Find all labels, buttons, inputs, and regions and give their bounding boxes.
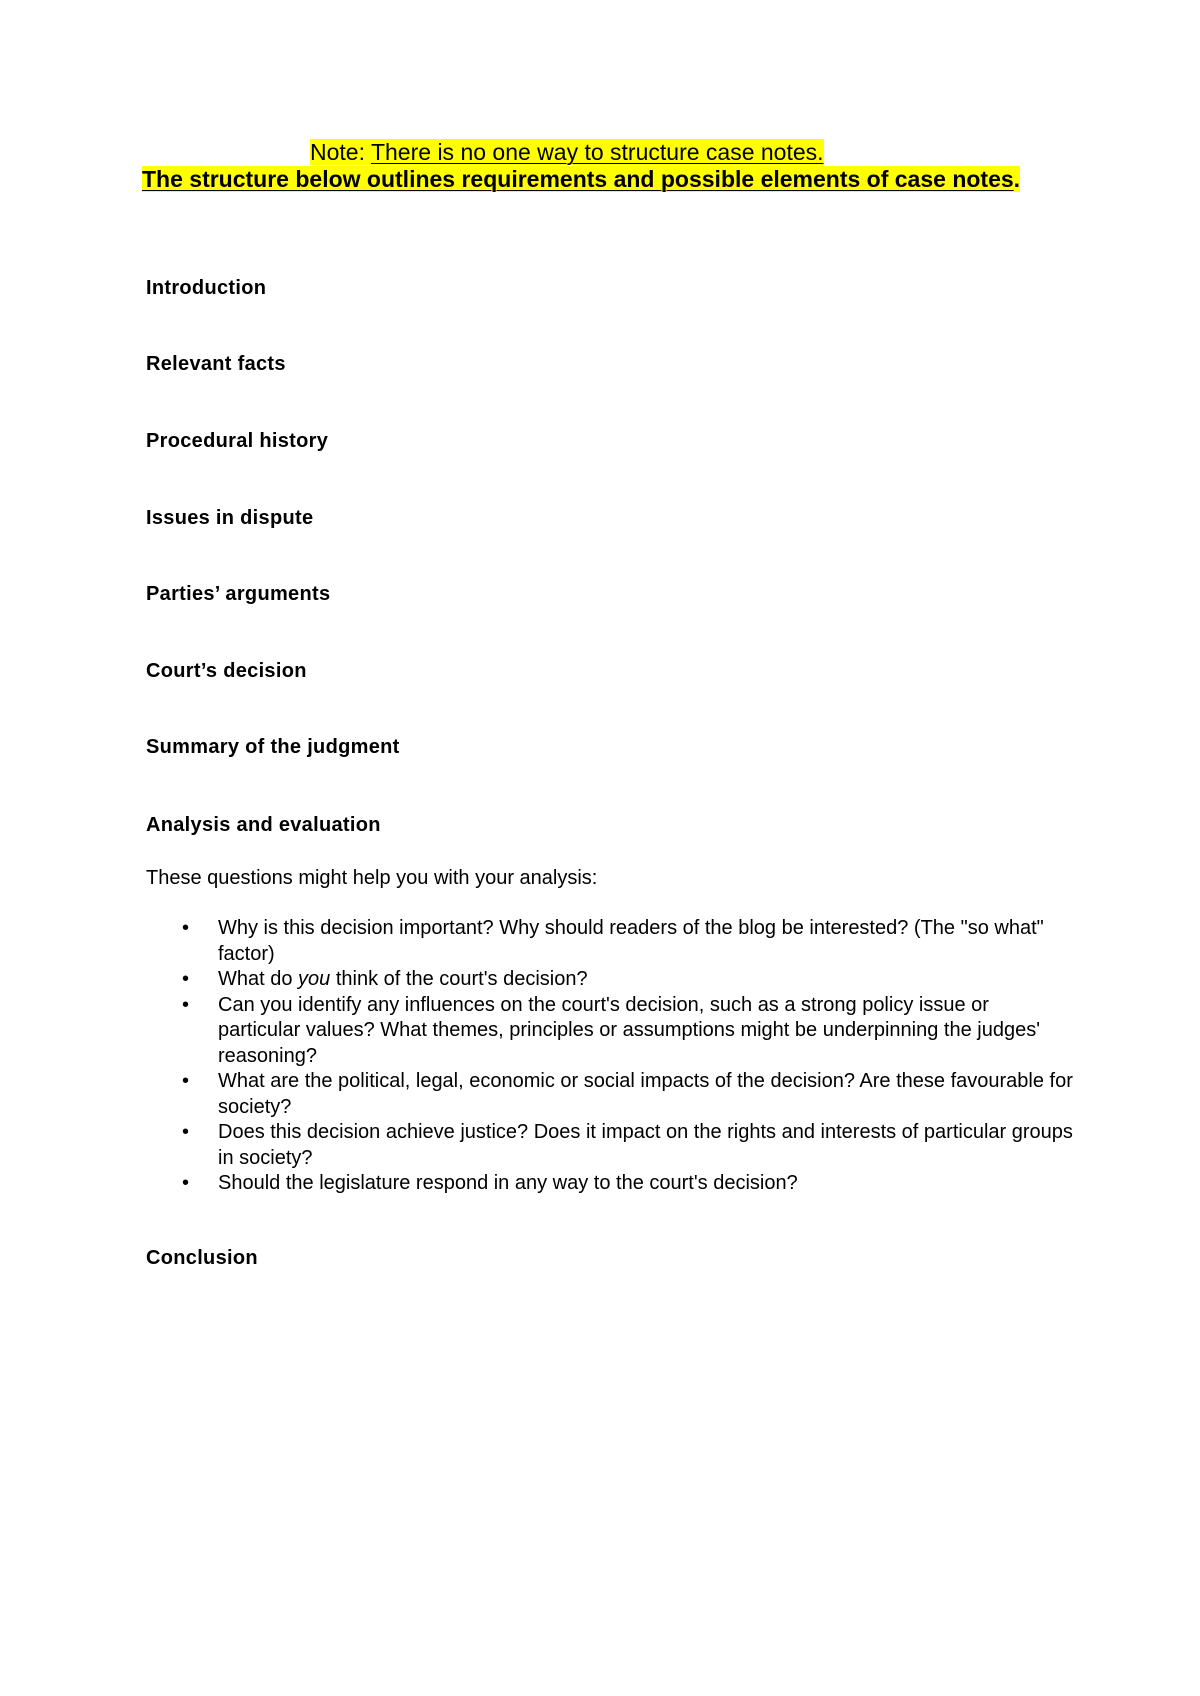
question-text: Should the legislature respond in any way to the court's decision? — [218, 1172, 798, 1194]
question-text-pre: What do — [218, 968, 299, 990]
list-item — [146, 967, 1076, 993]
heading-courts-decision: Court’s decision — [146, 660, 307, 682]
heading-parties-arguments: Parties’ arguments — [146, 583, 331, 605]
list-item — [146, 993, 1076, 1070]
bullet-icon: • — [182, 993, 190, 1016]
note-label: Note: — [310, 139, 365, 165]
analysis-question-list — [146, 916, 1076, 1197]
list-item — [146, 1069, 1076, 1120]
note-structure-text: The structure below outlines requirements and possible elements of case notes — [142, 166, 1014, 192]
heading-summary-of-judgment: Summary of the judgment — [146, 736, 400, 758]
heading-conclusion: Conclusion — [146, 1247, 258, 1269]
question-emphasis: you — [298, 968, 331, 990]
note-line-1 — [142, 139, 1022, 166]
bullet-icon: • — [182, 1172, 190, 1194]
note-statement: There is no one way to structure case notes. — [370, 139, 824, 165]
heading-analysis-and-evaluation: Analysis and evaluation — [146, 814, 381, 836]
note-line-2 — [142, 166, 1022, 193]
analysis-intro: These questions might help you with your analysis: — [146, 867, 598, 889]
heading-issues-in-dispute: Issues in dispute — [146, 507, 314, 529]
heading-introduction: Introduction — [146, 277, 267, 299]
bullet-icon: • — [182, 968, 190, 990]
bullet-icon: • — [182, 917, 190, 939]
heading-relevant-facts: Relevant facts — [146, 353, 286, 375]
bullet-icon: • — [182, 1070, 190, 1092]
question-text: Does this decision achieve justice? Does it impact on the rights and interests of particular groups in society? — [218, 1121, 1073, 1169]
question-text: Why is this decision important? Why should readers of the blog be interested? (The "so what" factor) — [218, 917, 1044, 965]
list-item — [146, 1120, 1076, 1171]
note-callout — [142, 139, 1022, 193]
question-text: What are the political, legal, economic or social impacts of the decision? Are these favourable for society? — [218, 1070, 1073, 1118]
list-item — [146, 916, 1076, 967]
list-item — [146, 1171, 1076, 1197]
heading-procedural-history: Procedural history — [146, 430, 329, 452]
note-period: . — [1013, 166, 1021, 192]
bullet-icon: • — [182, 1121, 190, 1143]
question-text: Can you identify any influences on the court's decision, such as a strong policy issue or particular values? What themes, principles or assumptions might be underpinning the judges' reasoning? — [218, 993, 1041, 1067]
question-text-post: think of the court's decision? — [330, 968, 588, 990]
